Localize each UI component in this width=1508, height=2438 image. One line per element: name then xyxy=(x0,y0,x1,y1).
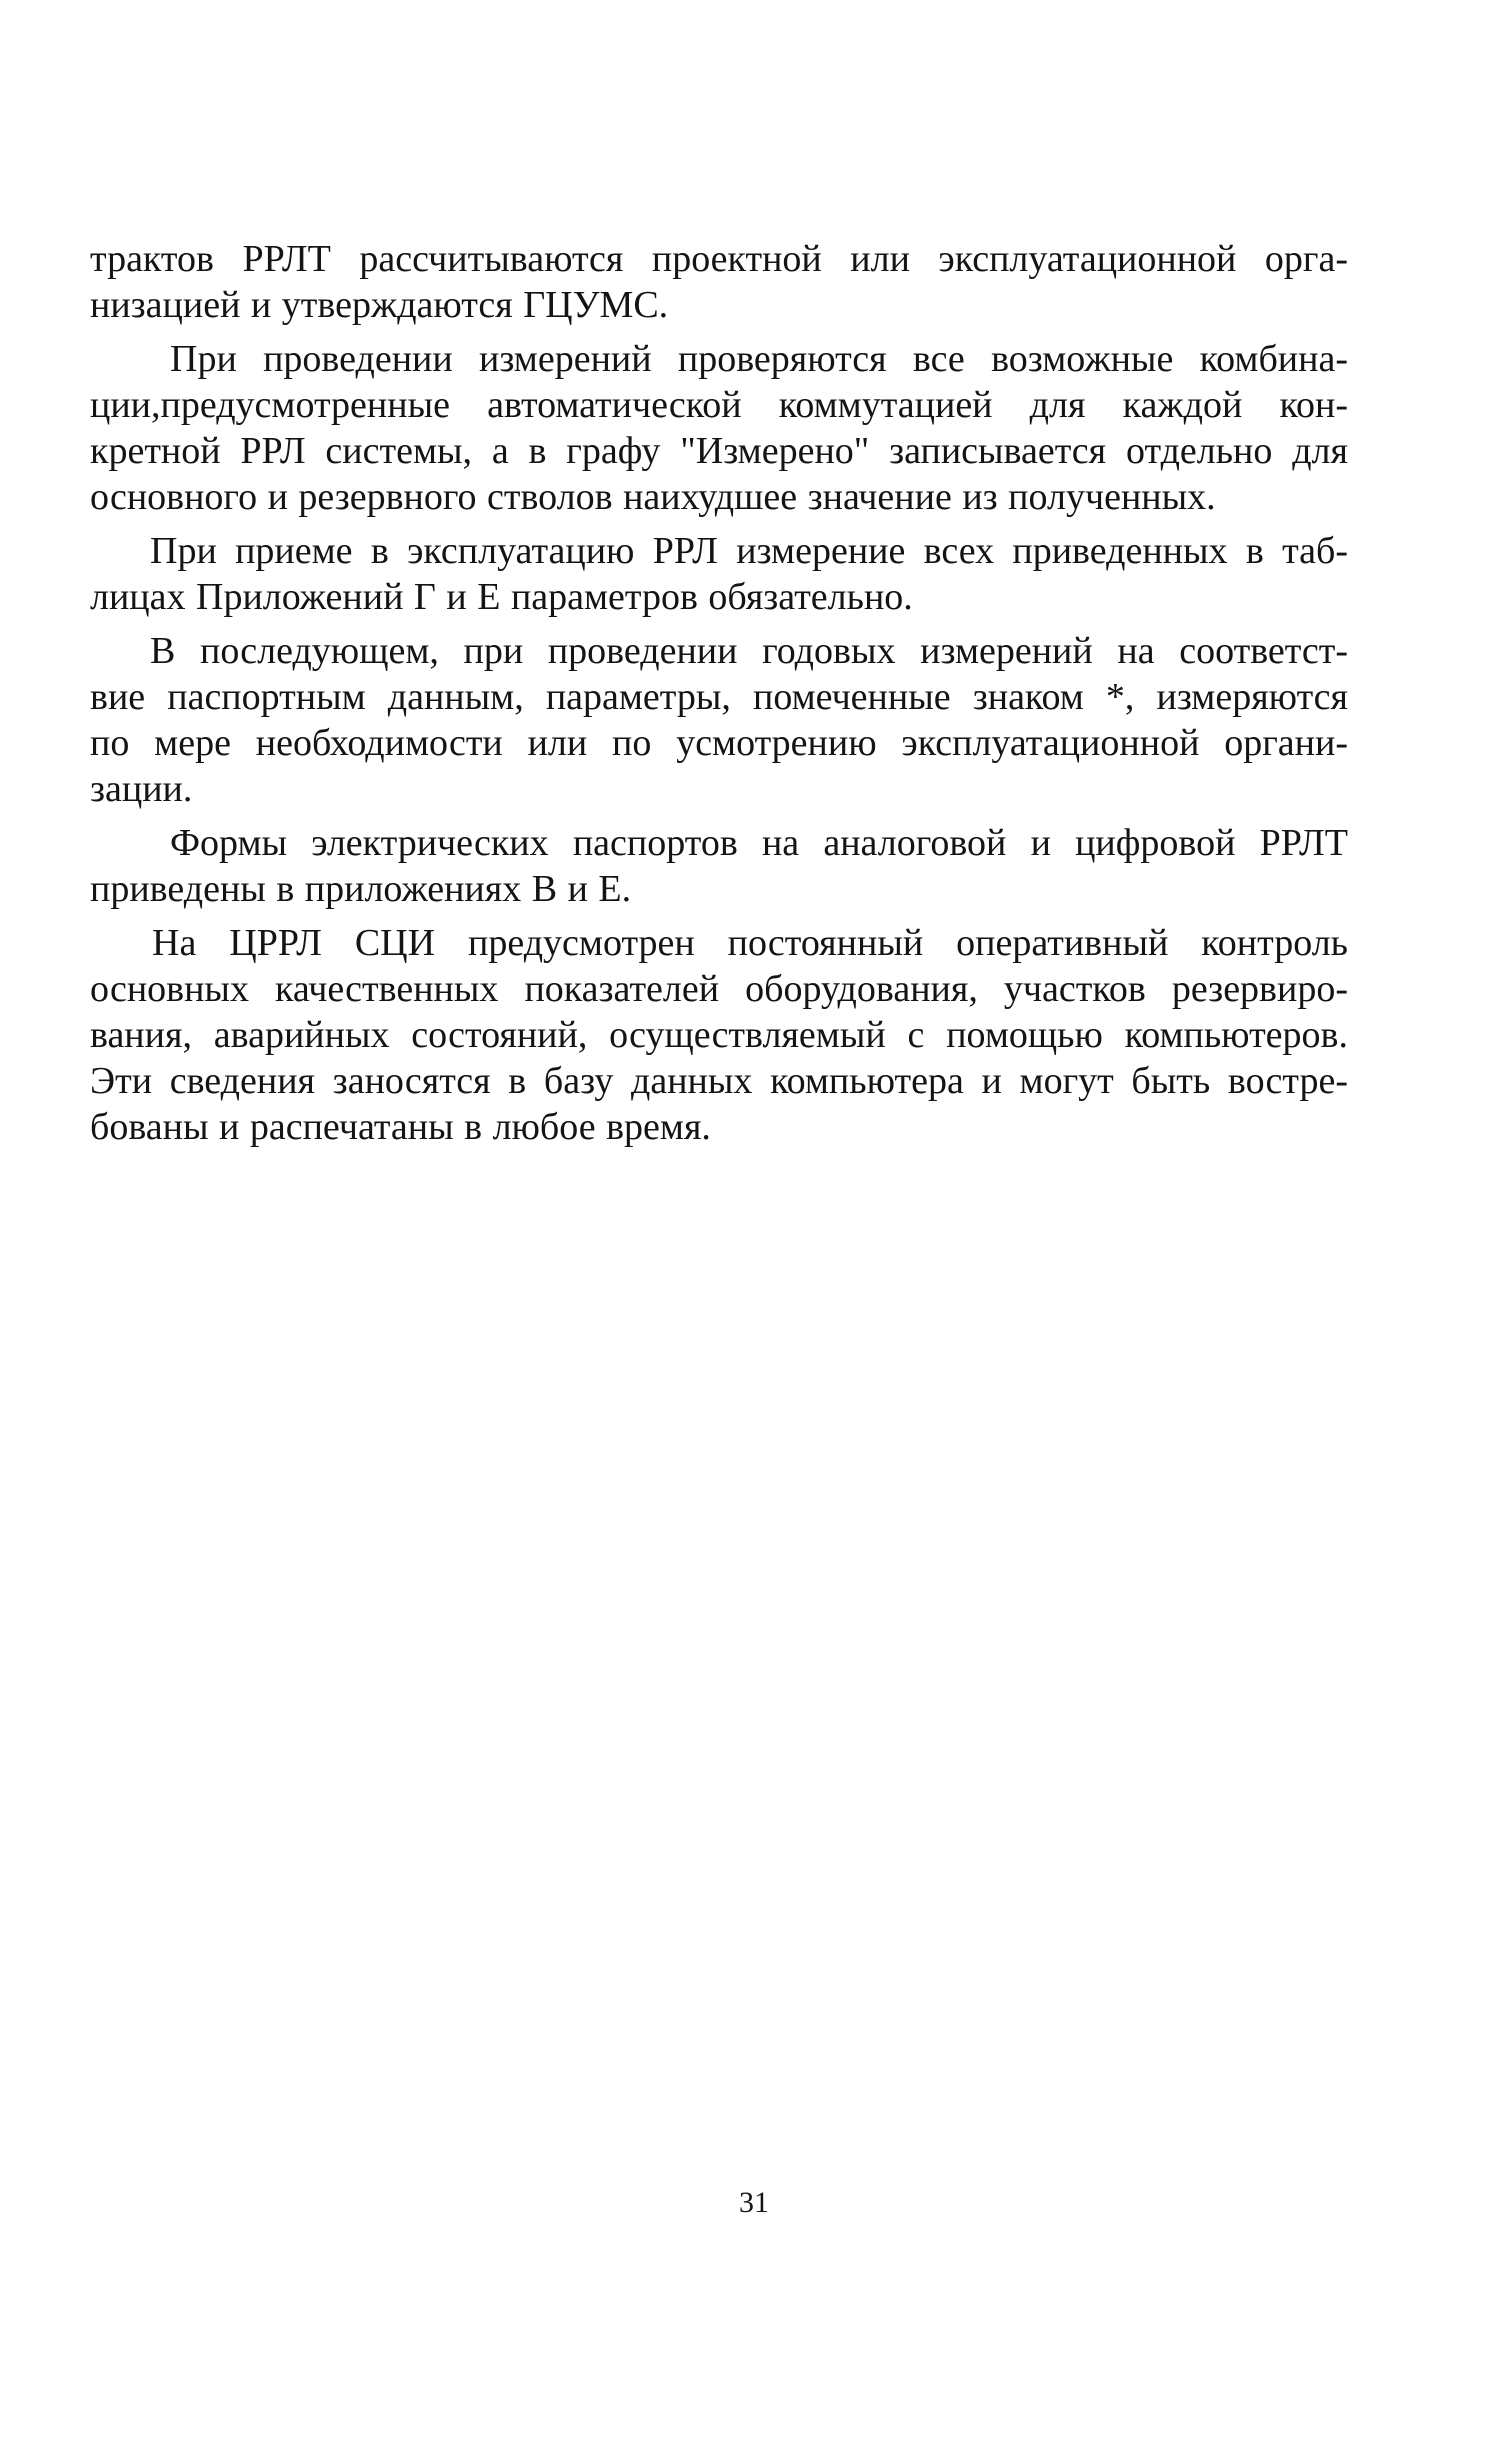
text-line: основного и резервного стволов наихудшее значение из полученных. xyxy=(90,476,1216,518)
text-line: кретной РРЛ системы, а в графу "Измерено" записывается отдельно для xyxy=(90,430,1348,472)
paragraph-6 xyxy=(90,920,1348,1150)
paragraph-4 xyxy=(90,628,1348,812)
text-line: ции,предусмотренные автоматической коммутацией для каждой кон- xyxy=(90,384,1348,426)
text-line: по мере необходимости или по усмотрению эксплуатационной органи- xyxy=(90,722,1348,764)
text-line: В последующем, при проведении годовых измерений на соответст- xyxy=(150,630,1348,672)
body-text xyxy=(90,236,1348,1158)
text-line: При проведении измерений проверяются все возможные комбина- xyxy=(170,338,1348,380)
paragraph-5 xyxy=(90,820,1348,912)
text-line: вания, аварийных состояний, осуществляемый с помощью компьютеров. xyxy=(90,1014,1348,1056)
text-line: вие паспортным данным, параметры, помеченные знаком *, измеряются xyxy=(90,676,1348,718)
text-line: лицах Приложений Г и Е параметров обязательно. xyxy=(90,576,913,618)
paragraph-2 xyxy=(90,336,1348,520)
text-line: трактов РРЛТ рассчитываются проектной или эксплуатационной орга- xyxy=(90,238,1348,280)
page-number: 31 xyxy=(739,2186,769,2219)
text-line: приведены в приложениях В и Е. xyxy=(90,868,632,910)
text-line: зации. xyxy=(90,768,193,810)
text-line: Формы электрических паспортов на аналоговой и цифровой РРЛТ xyxy=(170,822,1348,864)
text-line: При приеме в эксплуатацию РРЛ измерение всех приведенных в таб- xyxy=(150,530,1348,572)
paragraph-3 xyxy=(90,528,1348,620)
text-line: основных качественных показателей оборудования, участков резервиро- xyxy=(90,968,1348,1010)
text-line: бованы и распечатаны в любое время. xyxy=(90,1106,711,1148)
paragraph-1 xyxy=(90,236,1348,328)
text-line: Эти сведения заносятся в базу данных компьютера и могут быть востре- xyxy=(90,1060,1348,1102)
text-line: На ЦРРЛ СЦИ предусмотрен постоянный оперативный контроль xyxy=(152,922,1348,964)
text-line: низацией и утверждаются ГЦУМС. xyxy=(90,284,669,326)
